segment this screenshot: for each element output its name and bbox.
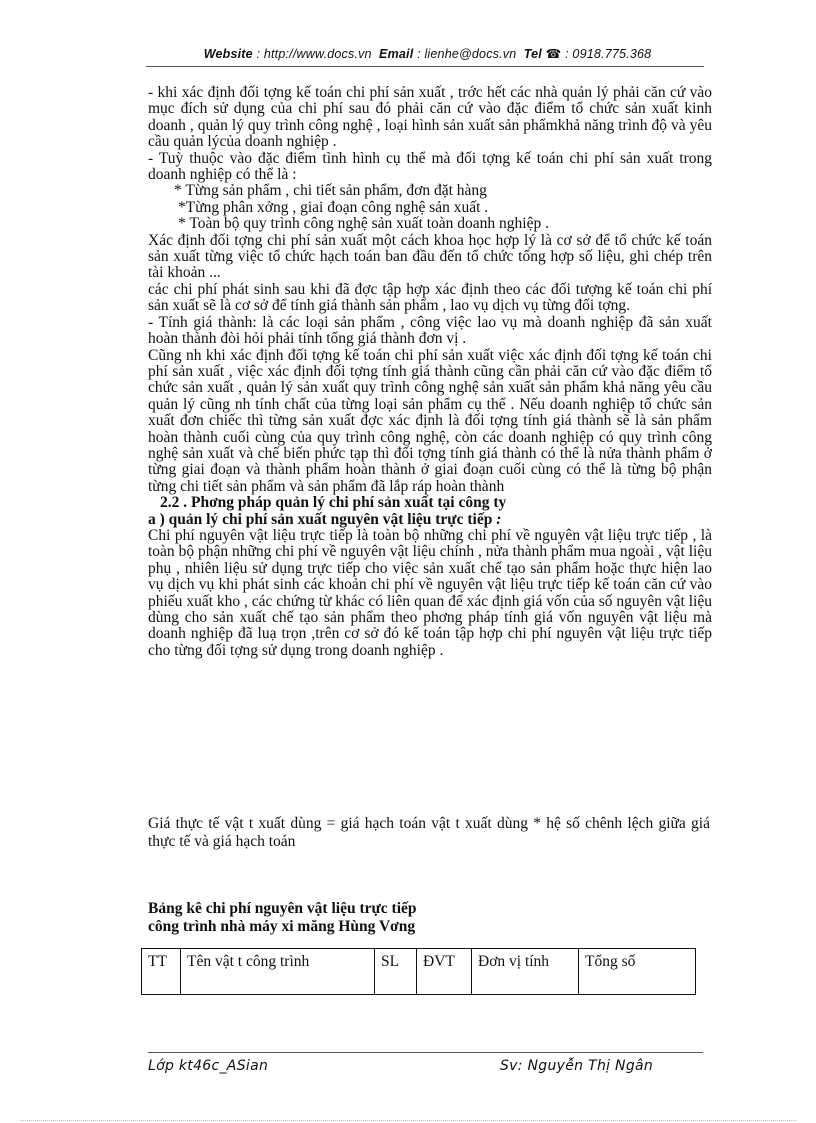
footer-divider — [148, 1052, 703, 1053]
paragraph: - Tuỳ thuộc vào đặc điểm tình hình cụ thể mà đối tợng kế toán chi phí sản xuất trong doanh nghiệp có thể là : — [148, 149, 712, 184]
header-cell-material: Tên vật t công trình — [181, 949, 375, 995]
table-title-line-2: công trình nhà máy xi măng Hùng Vơng — [148, 918, 416, 935]
cost-formula: Giá thực tế vật t xuất dùng = giá hạch toán vật t xuất dùng * hệ số chênh lệch giữa giá thực tế và giá hạch toán — [148, 815, 710, 850]
document-body — [148, 85, 712, 659]
header-cell-unit-name: Đơn vị tính — [472, 949, 579, 995]
paragraph: Cũng nh khi xác định đối tợng kế toán chi phí sản xuất việc xác định đối tợng kế toán chi phí sản xuất , việc xác định đối tợng tính giá thành cũng cần phải căn cứ vào đặc điểm tổ chức sản xuất , quản lý sản xuất quy trình công nghệ sản xuất sản phẩm khả năng yêu cầu quản lý cũng nh tính chất của từng loại sản phẩm cụ thể . Nếu doanh nghiệp tổ chức sản xuất đơn chiếc thì từng sản xuất đợc xác định là đối tợng tính giá thành sẽ là sản phẩm hoàn thành cuối cùng của quy trình công nghệ, còn các doanh nghiệp có quy trình công nghệ sản xuất và chế biến phức tạp thì đối tợng tính giá thành có thể là nửa thành phẩm ở từng giai đoạn và thành phẩm hoàn thành ở giai đoạn cuối cùng có thể là từng bộ phận từng chi tiết sản phẩm và sản phẩm đã lắp ráp hoàn thành — [148, 346, 712, 495]
header-cell-total: Tổng số — [579, 949, 696, 995]
page-header — [150, 46, 705, 61]
bullet-item: *Từng phân xởng , giai đoạn công nghệ sản xuất . — [178, 198, 489, 216]
email-value[interactable]: : lienhe@docs.vn — [417, 47, 517, 61]
subsection-heading-colon: : — [492, 510, 502, 528]
website-label: Website — [203, 47, 253, 61]
header-cell-unit: ĐVT — [417, 949, 472, 995]
bullet-item: * Từng sản phẩm , chi tiết sản phẩm, đơn đặt hàng — [174, 182, 487, 200]
header-divider — [146, 66, 704, 67]
table-title-line-1: Bảng kê chi phí nguyên vật liệu trực tiếp — [148, 900, 417, 917]
bullet-item: * Toàn bộ quy trình công nghệ sản xuất toàn doanh nghiệp . — [178, 215, 549, 233]
page-bottom-border — [20, 1120, 796, 1121]
tel-label: Tel — [523, 47, 542, 61]
paragraph: - Tính giá thành: là các loại sản phẩm , công việc lao vụ mà doanh nghiệp đã sản xuất hoàn thành đòi hỏi phải tính tổng giá thành đơn vị . — [148, 313, 712, 348]
table-header-row — [142, 949, 696, 995]
table-title — [148, 900, 417, 936]
footer-class: Lớp kt46c_ASian — [148, 1058, 269, 1074]
paragraph: - khi xác định đối tợng kế toán chi phí sản xuất , trớc hết các nhà quản lý phải căn cứ vào mục đích sử dụng của chi phí sau đó phải căn cứ vào đặc điểm tổ chức sản xuất kinh doanh , quản lý quy trình công nghệ , loại hình sản xuất sản phẩmkhả năng trình độ và yêu cầu quản lýcủa doanh nghiệp . — [148, 84, 712, 151]
subsection-heading — [148, 512, 712, 528]
paragraph: Chi phí nguyên vật liệu trực tiếp là toàn bộ những chi phí về nguyên vật liệu trực tiếp , là toàn bộ phận những chi phí về nguyên vật liệu chính , nửa thành phẩm mua ngoài , vật liệu phụ , nhiên liệu sử dụng trực tiếp cho việc sản xuất chế tạo sản phẩm hoặc thực hiện lao vụ dịch vụ khi phát sinh các khoản chi phí về nguyên vật liệu trực tiếp kế toán căn cứ vào phiếu xuất kho , các chứng từ khác có liên quan để xác định giá vốn của số nguyên vật liệu dùng cho sản xuất chế tạo sản phẩm theo phơng pháp tính giá vốn nguyên vật liệu mà doanh nghiệp đã luạ trọn ,trên cơ sở đó kế toán tập hợp chi phí nguyên vật liệu trực tiếp cho từng đối tợng sử dụng trong doanh nghiệp . — [148, 526, 712, 659]
header-cell-quantity: SL — [375, 949, 417, 995]
section-heading: 2.2 . Phơng pháp quản lý chi phí sản xuất tại công ty — [160, 494, 507, 512]
subsection-heading-text: a ) quản lý chi phí sản xuất nguyên vật liệu trực tiếp — [148, 510, 493, 528]
paragraph: các chi phí phát sinh sau khi đã đợc tập hợp xác định theo các đối tượng kế toán chi phí sản xuất sẽ là cơ sở để tính giá thành sản phẩm , lao vụ dịch vụ từng đối tợng. — [148, 280, 712, 315]
cost-table — [141, 948, 696, 995]
footer-student: Sv: Nguyễn Thị Ngân — [500, 1058, 654, 1074]
header-cell-tt: TT — [142, 949, 181, 995]
email-label: Email — [379, 47, 414, 61]
website-value[interactable]: : http://www.docs.vn — [256, 47, 372, 61]
paragraph: Xác định đối tợng chi phí sản xuất một cách khoa học hợp lý là cơ sở để tổ chức kế toán sản xuất từng việc tổ chức hạch toán ban đầu đến tổ chức tổng hợp số liệu, ghi chép trên tài khoản ... — [148, 231, 712, 282]
tel-value: ☎ : 0918.775.368 — [545, 47, 652, 61]
